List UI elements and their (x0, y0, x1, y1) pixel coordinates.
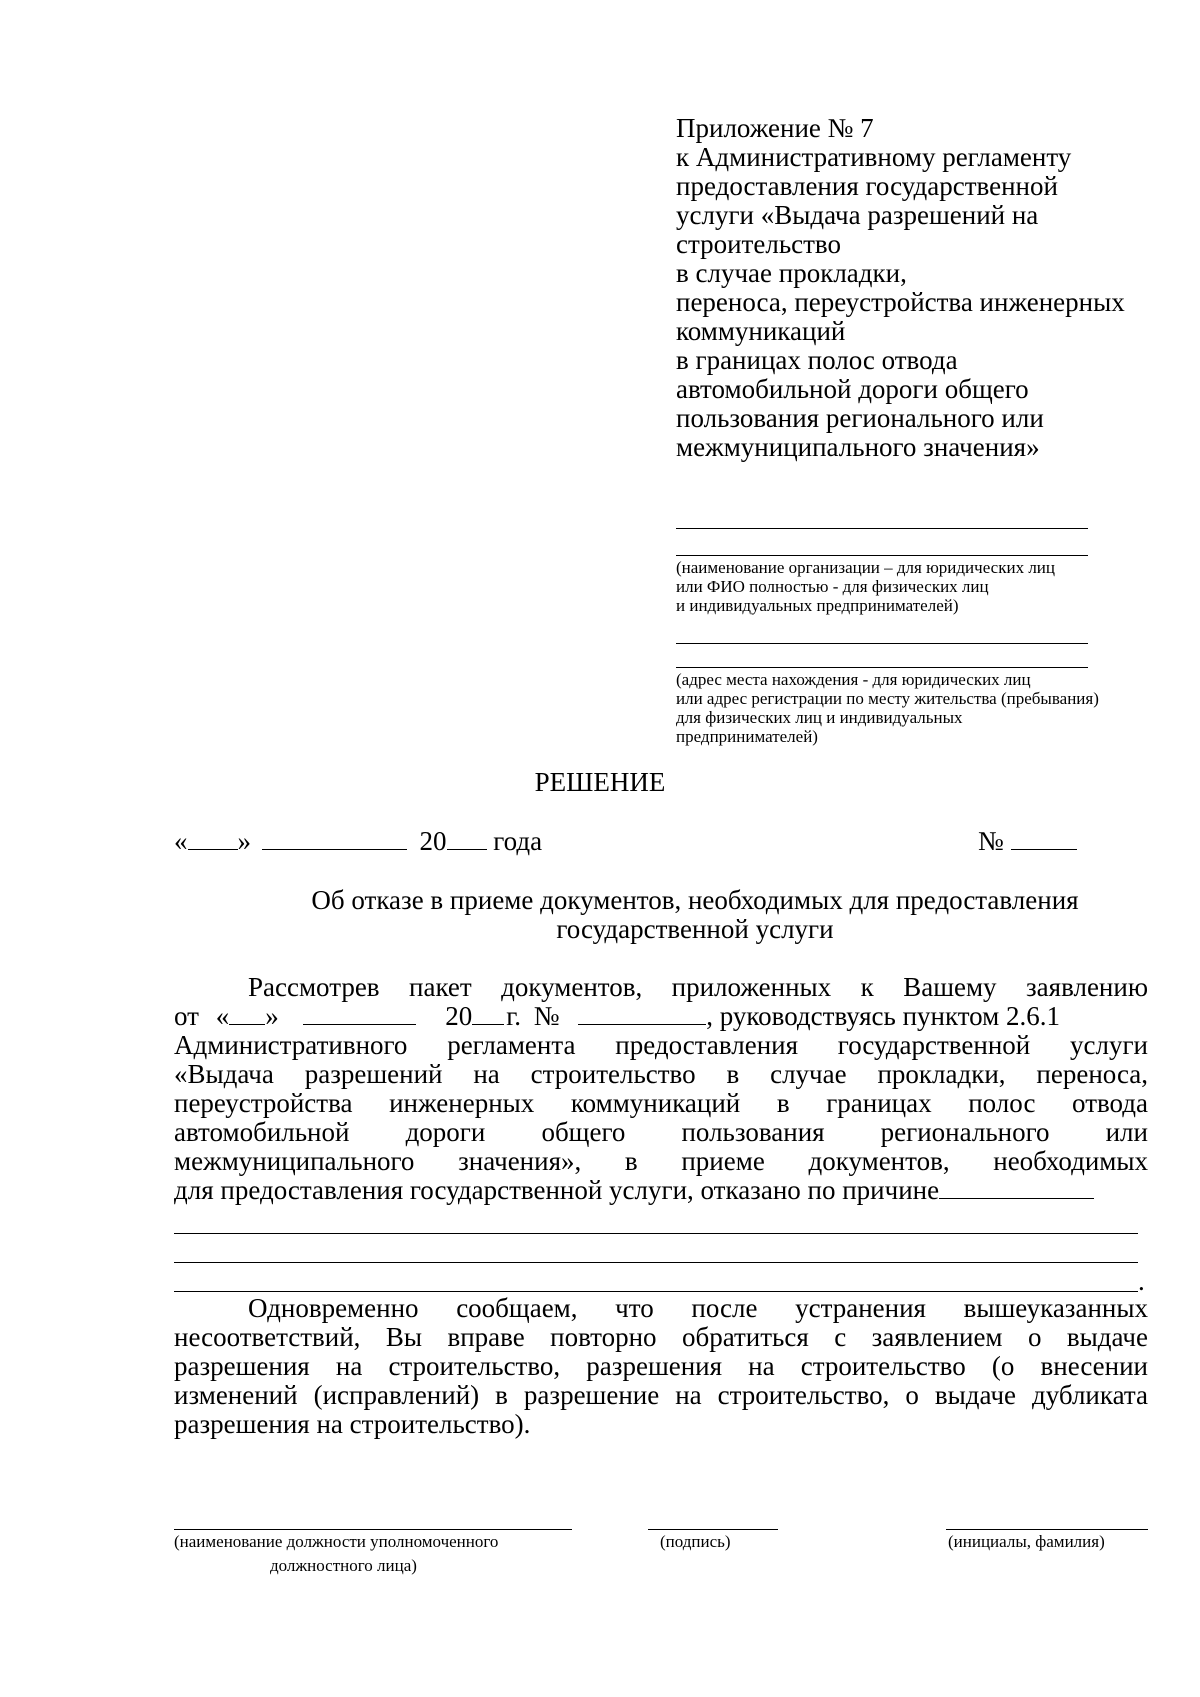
body-reason-text: для предоставления государственной услуги, отказано по причине (174, 1175, 940, 1205)
appendix-line: к Административному регламенту (676, 142, 1072, 172)
address-caption-line: или адрес регистрации по месту жительства (пребывания) (676, 689, 1099, 708)
body-rest: , руководствуясь пунктом 2.6.1 (706, 1001, 1060, 1031)
appendix-line: пользования регионального или (676, 403, 1044, 433)
position-caption-2: должностного лица) (270, 1556, 417, 1575)
appendix-header (676, 114, 1176, 462)
address-caption-line: (адрес места нахождения - для юридических лиц (676, 670, 1031, 689)
appendix-line: автомобильной дороги общего (676, 374, 1029, 404)
reason-line-2 (174, 1262, 1138, 1263)
org-name-line-2 (676, 555, 1088, 556)
body-middle (174, 1031, 1148, 1176)
reason-line-1 (174, 1233, 1138, 1234)
body-year: 20 (445, 1001, 473, 1031)
address-caption-line: для физических лиц и индивидуальных (676, 708, 963, 727)
address-line-1 (676, 643, 1088, 644)
date-close-quote: » (237, 826, 251, 856)
body-line: Рассмотрев пакет документов, приложенных к Вашему заявлению (248, 972, 1148, 1002)
subject-line: Об отказе в приеме документов, необходимых для предоставления (311, 885, 1079, 915)
org-caption-line: или ФИО полностью - для физических лиц (676, 577, 989, 596)
signature-line (648, 1529, 778, 1530)
body-reason-line (174, 1176, 1094, 1205)
appendix-line: Приложение № 7 (676, 113, 874, 143)
month-blank (262, 827, 407, 850)
appendix-line: переноса, переустройства инженерных (676, 287, 1125, 317)
body-day-blank (229, 1002, 265, 1025)
body-g: г. (506, 1001, 521, 1031)
org-name-line-1 (676, 528, 1088, 529)
year-suffix: года (493, 826, 543, 856)
appendix-line: коммуникаций (676, 316, 846, 346)
notice-line: несоответствий, Вы вправе повторно обратиться с заявлением о выдаче (174, 1322, 1148, 1352)
body-line: переустройства инженерных коммуникаций в границах полос отвода (174, 1088, 1148, 1118)
body-line: межмуниципального значения», в приеме документов, необходимых (174, 1146, 1148, 1176)
notice-body (174, 1323, 1148, 1439)
appendix-line: в случае прокладки, (676, 258, 907, 288)
day-blank (188, 827, 238, 850)
body-year-blank (472, 1002, 504, 1025)
year-blank (447, 827, 487, 850)
notice-line: изменений (исправлений) в разрешение на строительство, о выдаче дубликата (174, 1380, 1148, 1410)
number-field (978, 827, 1077, 856)
appendix-line: услуги «Выдача разрешений на (676, 200, 1039, 230)
reason-blank (939, 1176, 1094, 1199)
name-line (946, 1529, 1148, 1530)
body-line: автомобильной дороги общего пользования регионального или (174, 1117, 1148, 1147)
position-caption: (наименование должности уполномоченного (174, 1532, 499, 1551)
address-caption-line: предпринимателей) (676, 727, 818, 746)
body-open-quote: « (215, 1001, 230, 1031)
appendix-line: в границах полос отвода (676, 345, 958, 375)
body-line: «Выдача разрешений на строительство в случае прокладки, переноса, (174, 1059, 1148, 1089)
body-line-date (174, 1002, 1148, 1031)
date-open-quote: « (174, 826, 188, 856)
notice-line: Одновременно сообщаем, что после устранения вышеуказанных (248, 1293, 1148, 1323)
notice-line: разрешения на строительство, разрешения на строительство (о внесении (174, 1351, 1148, 1381)
body-from: от (174, 1001, 199, 1031)
date-line (174, 827, 542, 856)
year-prefix: 20 (419, 826, 447, 856)
reason-end-period: . (1138, 1266, 1145, 1296)
signature-caption: (подпись) (660, 1532, 731, 1551)
number-label: № (978, 826, 1004, 856)
appendix-line: строительство (676, 229, 841, 259)
body-no: № (533, 1001, 560, 1031)
body-month-blank (303, 1002, 416, 1025)
org-caption (676, 558, 1055, 615)
body-line: Административного регламента предоставления государственной услуги (174, 1030, 1148, 1060)
number-blank (1011, 827, 1077, 850)
body-number-blank (578, 1002, 706, 1025)
address-caption (676, 670, 1099, 746)
position-line (174, 1529, 572, 1530)
reason-line-3 (174, 1291, 1138, 1292)
notice-line: разрешения на строительство). (174, 1409, 531, 1439)
org-caption-line: и индивидуальных предпринимателей) (676, 596, 959, 615)
appendix-line: межмуниципального значения» (676, 432, 1040, 462)
body-close-quote: » (265, 1001, 279, 1031)
subject-line: государственной услуги (556, 914, 834, 944)
subject (0, 886, 1200, 944)
appendix-line: предоставления государственной (676, 171, 1058, 201)
address-line-2 (676, 667, 1088, 668)
org-caption-line: (наименование организации – для юридических лиц (676, 558, 1056, 577)
name-caption: (инициалы, фамилия) (948, 1532, 1105, 1551)
document-title: РЕШЕНИЕ (534, 767, 666, 797)
